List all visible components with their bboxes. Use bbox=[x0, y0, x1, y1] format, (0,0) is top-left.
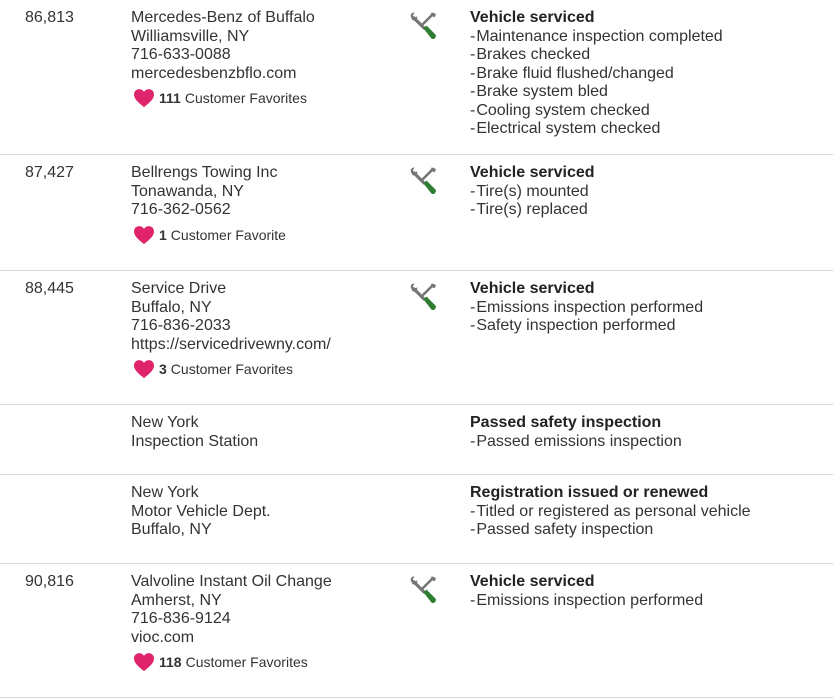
event-details bbox=[470, 164, 595, 220]
bullet-dash: - bbox=[470, 502, 476, 520]
source-info bbox=[131, 9, 315, 108]
source-website-link[interactable]: vioc.com bbox=[131, 628, 195, 646]
bullet-dash: - bbox=[470, 83, 476, 100]
source-line: Bellrengs Towing Inc bbox=[131, 164, 278, 181]
detail-text: Tire(s) replaced bbox=[476, 201, 588, 218]
event-title: Vehicle serviced bbox=[470, 280, 595, 297]
source-line: Williamsville, NY bbox=[131, 27, 250, 45]
detail-text: Emissions inspection performed bbox=[476, 298, 704, 316]
source-line: Mercedes-Benz of Buffalo bbox=[131, 9, 315, 26]
service-tools-icon bbox=[408, 282, 438, 312]
heart-icon bbox=[133, 225, 155, 245]
bullet-dash: - bbox=[470, 46, 476, 63]
history-row bbox=[0, 405, 833, 475]
source-info bbox=[131, 164, 286, 245]
favorites-count: 118 bbox=[159, 654, 182, 670]
bullet-dash: - bbox=[470, 182, 476, 200]
event-title: Registration issued or renewed bbox=[470, 484, 709, 501]
favorites-label: Customer Favorites bbox=[170, 361, 293, 377]
history-row bbox=[0, 271, 833, 405]
detail-text: Passed emissions inspection bbox=[476, 432, 682, 450]
service-tools-icon bbox=[408, 11, 438, 41]
detail-item bbox=[470, 28, 723, 47]
detail-item bbox=[470, 317, 703, 336]
bullet-dash: - bbox=[470, 101, 476, 119]
detail-item bbox=[470, 183, 595, 202]
event-title: Passed safety inspection bbox=[470, 414, 662, 431]
detail-item bbox=[470, 592, 703, 611]
mileage-value: 88,445 bbox=[25, 280, 74, 297]
source-line: 716-836-2033 bbox=[131, 317, 231, 334]
heart-icon bbox=[133, 359, 155, 379]
detail-text: Tire(s) mounted bbox=[476, 182, 589, 200]
customer-favorites bbox=[131, 359, 331, 379]
detail-text: Cooling system checked bbox=[476, 101, 650, 119]
history-row bbox=[0, 0, 833, 155]
detail-item bbox=[470, 46, 723, 65]
detail-text: Titled or registered as personal vehicle bbox=[476, 502, 751, 520]
customer-favorites bbox=[131, 225, 286, 245]
event-details bbox=[470, 573, 703, 610]
heart-icon bbox=[133, 652, 155, 672]
customer-favorites bbox=[131, 652, 332, 672]
bullet-dash: - bbox=[470, 201, 476, 218]
source-line: New York bbox=[131, 484, 199, 501]
event-title: Vehicle serviced bbox=[470, 9, 595, 26]
source-line: 716-362-0562 bbox=[131, 201, 231, 218]
source-line: 716-836-9124 bbox=[131, 610, 231, 627]
favorites-count: 3 bbox=[159, 361, 167, 377]
history-row bbox=[0, 564, 833, 698]
detail-item bbox=[470, 102, 723, 121]
event-details bbox=[470, 280, 703, 336]
history-row bbox=[0, 155, 833, 271]
detail-text: Electrical system checked bbox=[476, 120, 661, 137]
source-line: Motor Vehicle Dept. bbox=[131, 502, 271, 520]
source-line: New York bbox=[131, 414, 199, 431]
source-line: Buffalo, NY bbox=[131, 298, 212, 316]
source-line: Amherst, NY bbox=[131, 591, 222, 609]
service-tools-icon bbox=[408, 166, 438, 196]
event-details bbox=[470, 9, 723, 139]
detail-text: Passed safety inspection bbox=[476, 521, 654, 538]
event-details bbox=[470, 484, 751, 540]
customer-favorites bbox=[131, 88, 315, 108]
favorites-label: Customer Favorites bbox=[184, 90, 307, 106]
detail-text: Emissions inspection performed bbox=[476, 591, 704, 609]
bullet-dash: - bbox=[470, 432, 476, 450]
event-title: Vehicle serviced bbox=[470, 164, 595, 181]
service-tools-icon bbox=[408, 575, 438, 605]
source-info bbox=[131, 573, 332, 672]
event-title: Vehicle serviced bbox=[470, 573, 595, 590]
detail-text: Maintenance inspection completed bbox=[476, 27, 723, 45]
bullet-dash: - bbox=[470, 317, 476, 334]
bullet-dash: - bbox=[470, 521, 476, 538]
bullet-dash: - bbox=[470, 591, 476, 609]
detail-item bbox=[470, 120, 723, 139]
favorites-label: Customer Favorite bbox=[170, 226, 286, 243]
history-row bbox=[0, 475, 833, 564]
detail-item bbox=[470, 433, 682, 452]
source-line: Valvoline Instant Oil Change bbox=[131, 573, 332, 590]
source-line: Buffalo, NY bbox=[131, 521, 212, 538]
detail-item bbox=[470, 521, 751, 540]
source-info bbox=[131, 280, 331, 379]
heart-icon bbox=[133, 88, 155, 108]
source-line: Service Drive bbox=[131, 280, 227, 297]
detail-text: Brake fluid flushed/changed bbox=[476, 64, 674, 82]
source-info bbox=[131, 414, 258, 451]
favorites-count: 1 bbox=[159, 226, 167, 243]
mileage-value: 86,813 bbox=[25, 9, 74, 26]
bullet-dash: - bbox=[470, 64, 476, 82]
event-details bbox=[470, 414, 682, 451]
favorites-count: 111 bbox=[159, 90, 181, 106]
source-website-link[interactable]: https://servicedrivewny.com/ bbox=[131, 335, 331, 353]
detail-item bbox=[470, 65, 723, 84]
favorites-label: Customer Favorites bbox=[185, 654, 308, 670]
detail-item bbox=[470, 201, 595, 220]
detail-text: Brake system bled bbox=[476, 83, 608, 100]
mileage-value: 90,816 bbox=[25, 573, 74, 590]
detail-text: Brakes checked bbox=[476, 46, 591, 63]
source-line: 716-633-0088 bbox=[131, 46, 231, 63]
source-line: Tonawanda, NY bbox=[131, 182, 244, 200]
bullet-dash: - bbox=[470, 120, 476, 137]
detail-item bbox=[470, 83, 723, 102]
source-line: Inspection Station bbox=[131, 432, 259, 450]
detail-text: Safety inspection performed bbox=[476, 317, 676, 334]
mileage-value: 87,427 bbox=[25, 164, 74, 181]
source-website-link[interactable]: mercedesbenzbflo.com bbox=[131, 64, 297, 82]
bullet-dash: - bbox=[470, 27, 476, 45]
detail-item bbox=[470, 299, 703, 318]
detail-item bbox=[470, 503, 751, 522]
source-info bbox=[131, 484, 271, 540]
bullet-dash: - bbox=[470, 298, 476, 316]
